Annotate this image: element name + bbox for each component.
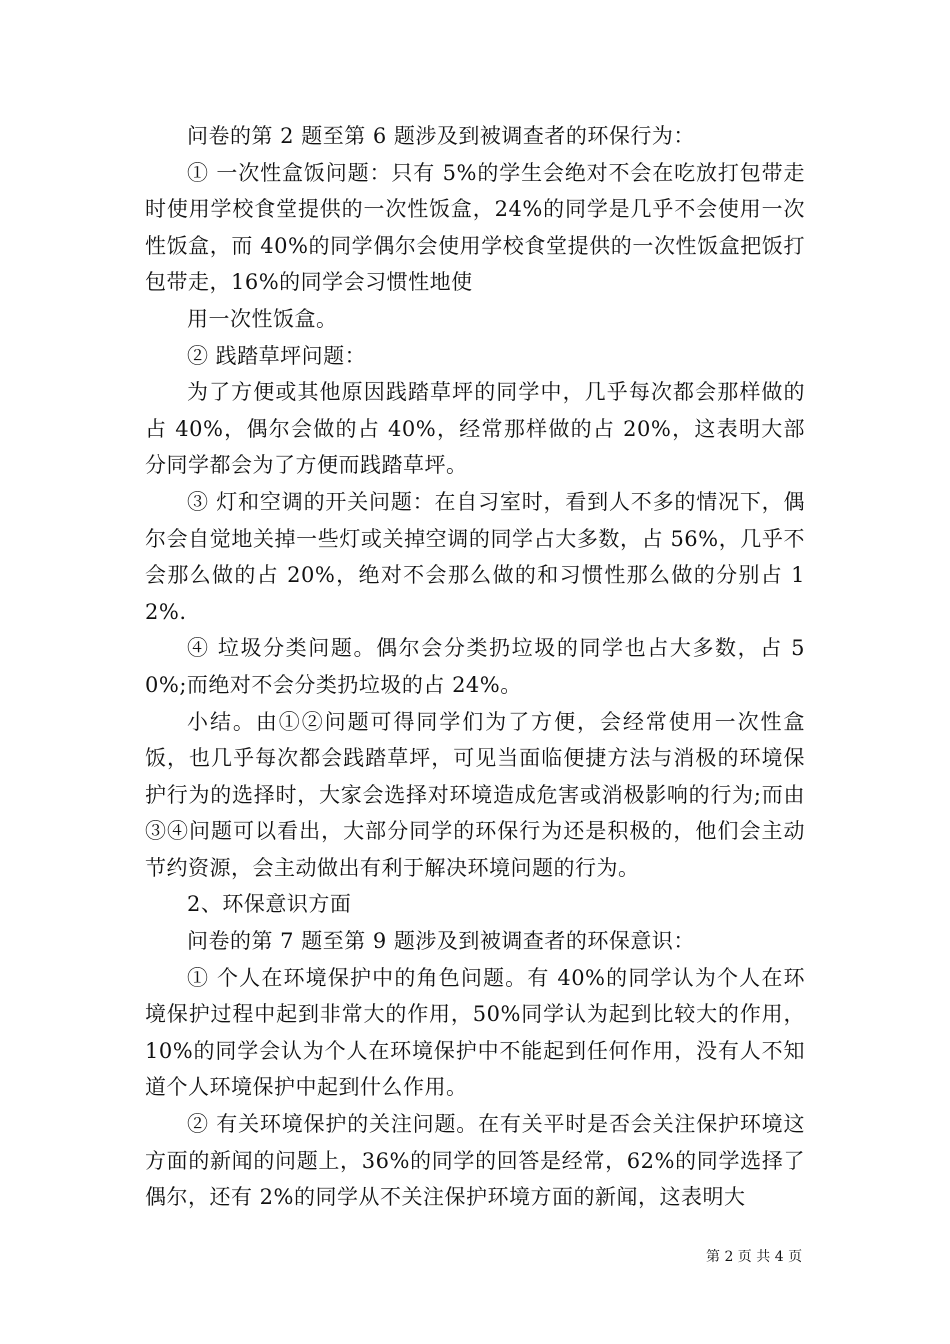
paragraph-news-attention: ② 有关环境保护的关注问题。在有关平时是否会关注保护环境这方面的新闻的问题上，36%的同学的回答是经常，62%的同学选择了偶尔，还有 2%的同学从不关注保护环境方面的新闻，这表明大: [145, 1112, 805, 1210]
paragraph-garbage: ④ 垃圾分类问题。偶尔会分类扔垃圾的同学也占大多数，占 50%;而绝对不会分类扔垃圾的占 24%。: [145, 636, 805, 697]
paragraph-intro-behavior: 问卷的第 2 题至第 6 题涉及到被调查者的环保行为：: [187, 124, 695, 148]
page-number-footer: 第 2 页 共 4 页: [706, 1249, 803, 1265]
paragraph-summary: 小结。由①②问题可得同学们为了方便，会经常使用一次性盒饭，也几乎每次都会践踏草坪，可见当面临便捷方法与消极的环境保护行为的选择时，大家会选择对环境造成危害或消极影响的行为;而由③④问题可以看出，大部分同学的环保行为还是积极的，他们会主动节约资源，会主动做出有利于解决环境问题的行为。: [145, 709, 805, 880]
paragraph-disposable-box-cont: 用一次性饭盒。: [187, 306, 338, 331]
paragraph-disposable-box: ① 一次性盒饭问题：只有 5%的学生会绝对不会在吃放打包带走时使用学校食堂提供的一次性饭盒，24%的同学是几乎不会使用一次性饭盒，而 40%的同学偶尔会使用学校食堂提供的一次性饭盒把饭打包带走，16%的同学会习惯性地使: [145, 160, 805, 295]
paragraph-lights-ac: ③ 灯和空调的开关问题：在自习室时，看到人不多的情况下，偶尔会自觉地关掉一些灯或关掉空调的同学占大多数，占 56%，几乎不会那么做的占 20%，绝对不会那么做的和习惯性那么做的分别占 12%.: [145, 489, 805, 624]
paragraph-individual-role: ① 个人在环境保护中的角色问题。有 40%的同学认为个人在环境保护过程中起到非常大的作用，50%同学认为起到比较大的作用，10%的同学会认为个人在环境保护中不能起到任何作用，没有人不知道个人环境保护中起到什么作用。: [145, 965, 805, 1100]
paragraph-lawn: 为了方便或其他原因践踏草坪的同学中，几乎每次都会那样做的占 40%，偶尔会做的占 40%，经常那样做的占 20%，这表明大部分同学都会为了方便而践踏草坪。: [145, 380, 805, 478]
section-heading-awareness: 2、环保意识方面: [187, 892, 352, 917]
document-body: [145, 118, 805, 1216]
paragraph-intro-awareness: 问卷的第 7 题至第 9 题涉及到被调查者的环保意识：: [187, 929, 695, 954]
paragraph-lawn-heading: ② 践踏草坪问题：: [187, 343, 367, 368]
